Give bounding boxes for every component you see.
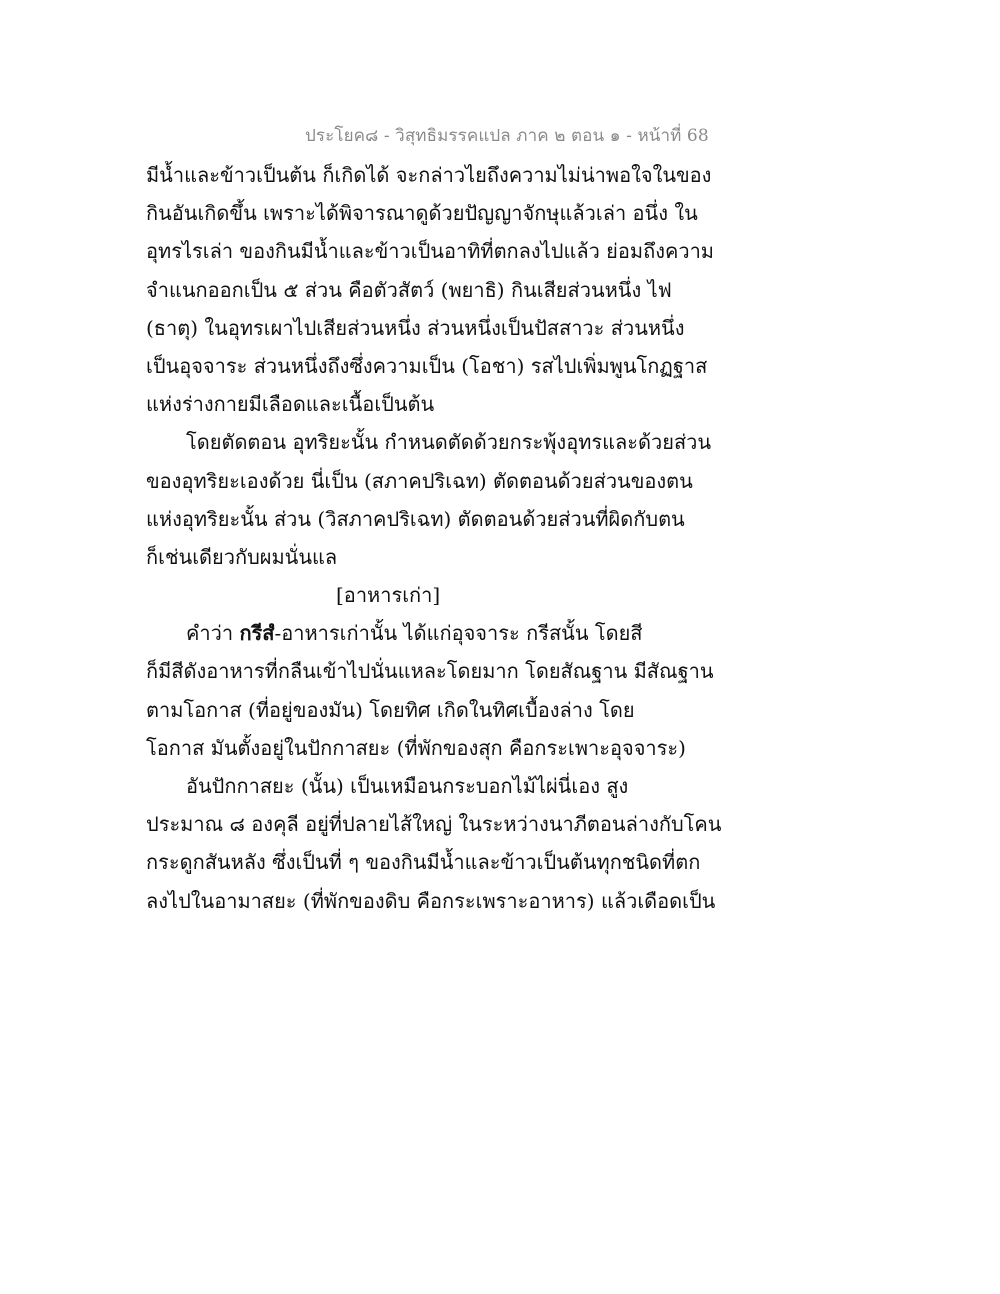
running-header: ประโยค๘ - วิสุทธิมรรคแปล ภาค ๒ ตอน ๑ - หน้าที่ 68 [305, 126, 709, 146]
text-line: ลงไปในอามาสยะ (ที่พักของดิบ คือกระเพราะอาหาร) แล้วเดือดเป็น [146, 888, 716, 913]
text-line: (ธาตุ) ในอุทรเผาไปเสียส่วนหนึ่ง ส่วนหนึ่งเป็นปัสสาวะ ส่วนหนึ่ง [146, 315, 685, 340]
text-line: ก็เช่นเดียวกับผมนั่นแล [146, 544, 338, 569]
paragraph-start-line: อันปักกาสยะ (นั้น) เป็นเหมือนกระบอกไม้ไผ่นี่เอง สูง [186, 774, 629, 798]
text-line: มีน้ำและข้าวเป็นต้น ก็เกิดได้ จะกล่าวไยถึงความไม่น่าพอใจในของ [146, 163, 712, 187]
text-line: จำแนกออกเป็น ๕ ส่วน คือตัวสัตว์ (พยาธิ) กินเสียส่วนหนึ่ง ไฟ [146, 277, 672, 302]
bold-term: กรีสํ [239, 621, 275, 646]
body-text [146, 156, 746, 920]
text-line: ก็มีสีดังอาหารที่กลืนเข้าไปนั่นแหละโดยมาก โดยสัณฐาน มีสัณฐาน [146, 659, 714, 684]
text-line: กระดูกสันหลัง ซึ่งเป็นที่ ๆ ของกินมีน้ำและข้าวเป็นต้นทุกชนิดที่ตก [146, 850, 701, 875]
term-rest: -อาหารเก่านั้น ได้แก่อุจจาระ กรีสนั้น โดยสี [274, 621, 643, 646]
text-line: กินอันเกิดขึ้น เพราะได้พิจารณาดูด้วยปัญญาจักษุแล้วเล่า อนึ่ง ใน [146, 201, 698, 226]
section-heading: [อาหารเก่า] [336, 583, 441, 608]
text-line: อุทรไรเล่า ของกินมีน้ำและข้าวเป็นอาทิที่ตกลงไปแล้ว ย่อมถึงความ [146, 239, 714, 264]
paragraph-start-line: โดยตัดตอน อุทริยะนั้น กำหนดตัดด้วยกระพุ้งอุทรและด้วยส่วน [186, 430, 712, 455]
text-line: ของอุทริยะเองด้วย นี่เป็น (สภาคปริเฉท) ตัดตอนด้วยส่วนของตน [146, 468, 693, 493]
text-line: ตามโอกาส (ที่อยู่ของมัน) โดยทิศ เกิดในทิศเบื้องล่าง โดย [146, 697, 635, 722]
text-line: โอกาส มันตั้งอยู่ในปักกาสยะ (ที่พักของสุก คือกระเพาะอุจจาระ) [146, 735, 686, 760]
text-line: แห่งอุทริยะนั้น ส่วน (วิสภาคปริเฉท) ตัดตอนด้วยส่วนที่ผิดกับตน [146, 506, 685, 531]
paragraph-start-line [146, 614, 746, 652]
text-line: แห่งร่างกายมีเลือดและเนื้อเป็นต้น [146, 392, 435, 417]
text-line: ประมาณ ๘ องคุลี อยู่ที่ปลายไส้ใหญ่ ในระหว่างนาภีตอนล่างกับโคน [146, 812, 722, 837]
text-line: เป็นอุจจาระ ส่วนหนึ่งถึงซึ่งความเป็น (โอชา) รสไปเพิ่มพูนโกฏฐาส [146, 353, 708, 378]
term-lead: คำว่า [186, 621, 240, 646]
